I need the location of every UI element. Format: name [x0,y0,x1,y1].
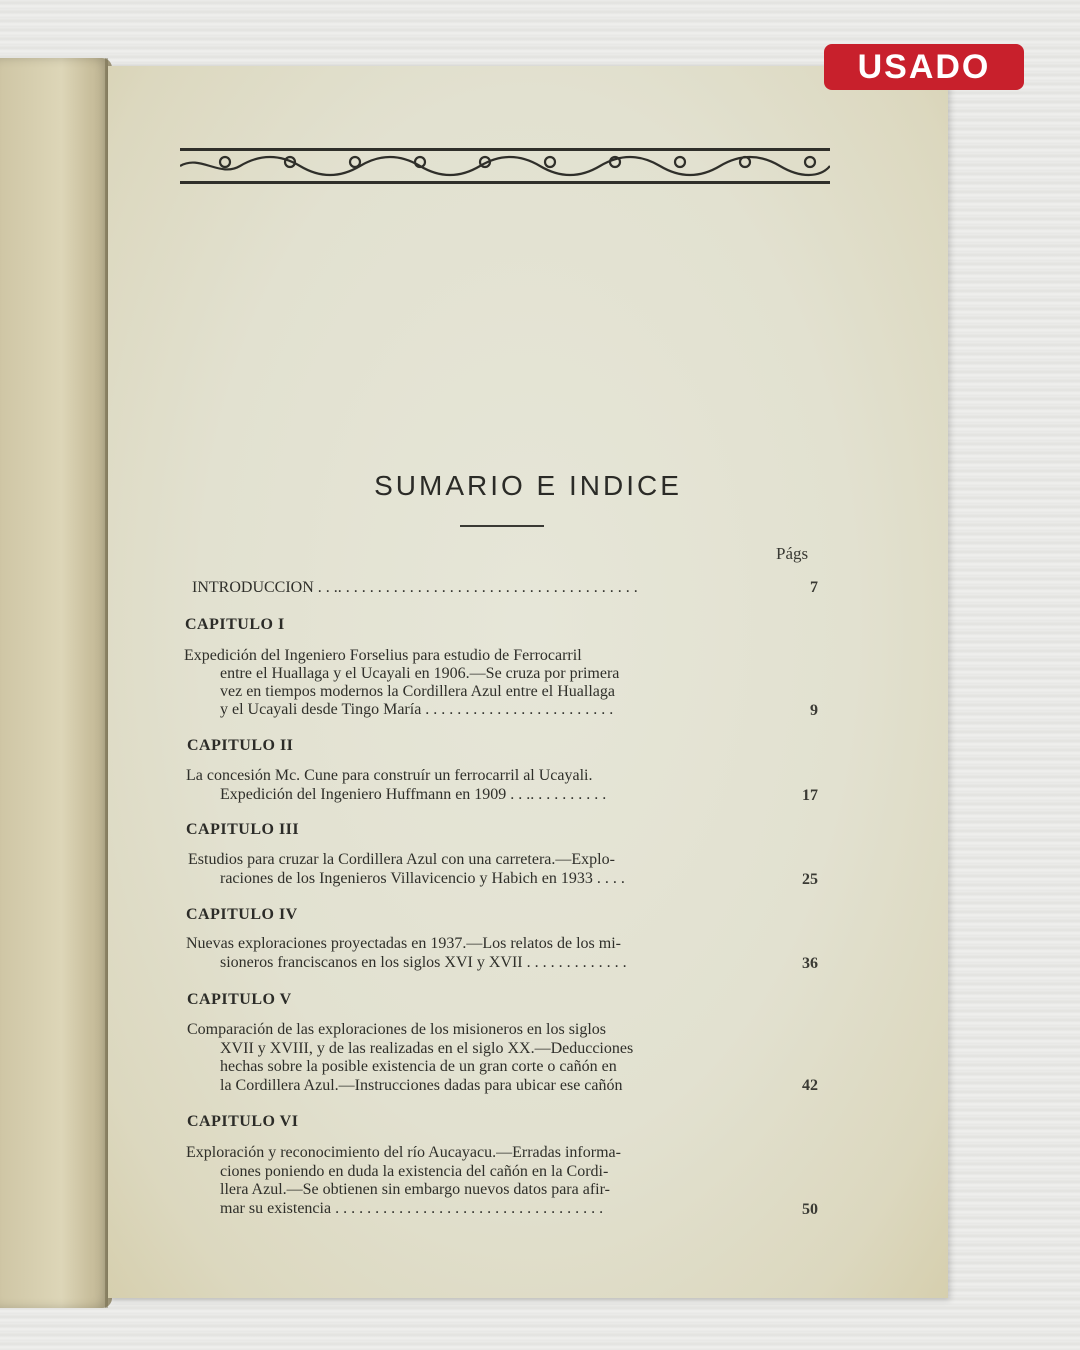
chapter-summary-line: y el Ucayali desde Tingo María [220,701,422,718]
chapter-heading: CAPITULO VI [187,1113,299,1130]
chapter-summary-line: XVII y XVIII, y de las realizadas en el siglo XX.—Deducciones [220,1040,634,1057]
chapter-heading: CAPITULO II [187,737,294,754]
chapter-heading: CAPITULO I [185,616,285,633]
pages-column-label: Págs [776,544,809,563]
toc-intro-page: 7 [810,579,818,596]
chapter-summary-line: vez en tiempos modernos la Cordillera Azul entre el Huallaga [220,683,615,700]
chapter-summary-line: entre el Huallaga y el Ucayali en 1906.—Se cruza por primera [220,665,620,682]
chapter-summary-line: Comparación de las exploraciones de los misioneros en los siglos [187,1021,607,1038]
chapter-heading: CAPITULO IV [186,906,298,923]
title-underline [460,525,544,527]
chapter-summary-line: Nuevas exploraciones proyectadas en 1937.—Los relatos de los mi- [186,935,621,952]
chapter-summary-line: Estudios para cruzar la Cordillera Azul con una carretera.—Explo- [188,851,615,868]
chapter-page-number: 50 [802,1201,818,1218]
toc-intro-entry [192,578,762,597]
condition-badge: USADO [824,44,1024,90]
chapter-summary-line: Expedición del Ingeniero Huffmann en 1909 [220,786,507,803]
chapter-summary-line-with-leader [220,700,762,719]
chapter-page-number: 17 [802,787,818,804]
chapter-summary-line-with-leader [220,953,762,972]
chapter-summary-line: raciones de los Ingenieros Villavicencio y Habich en 1933 [220,870,593,887]
chapter-summary-line-with-leader [220,785,762,804]
decorative-border-ornament [180,148,830,184]
chapter-summary-line: hechas sobre la posible existencia de un gran corte o cañón en [220,1058,617,1075]
leader-dots: . . . . . . . . . . . . . . . . . . . . . . . . [425,701,614,718]
chapter-summary-line: Expedición del Ingeniero Forselius para estudio de Ferrocarril [184,647,582,664]
book-page [108,66,948,1298]
toc-intro-label: INTRODUCCION [192,579,314,596]
chapter-summary-line: llera Azul.—Se obtienen sin embargo nuevos datos para afir- [220,1181,610,1198]
chapter-summary-line-with-leader [220,1199,762,1218]
leader-dots: . . . . . . . . . . . . . [526,954,627,971]
leader-dots: . . . . [596,870,625,887]
leader-dots: . . .. . . . . . . . . . . . . . . . . . . . . . . . . . . . . . . . . . . . . . [317,579,638,596]
chapter-page-number: 25 [802,871,818,888]
chapter-page-number: 42 [802,1077,818,1094]
leader-dots: . . .. . . . . . . . . . [510,786,607,803]
facing-page-edge [0,58,112,1308]
chapter-summary-line: ciones poniendo en duda la existencia del cañón en la Cordi- [220,1163,609,1180]
chapter-summary-line: La concesión Mc. Cune para construír un ferrocarril al Ucayali. [186,767,593,784]
chapter-page-number: 36 [802,955,818,972]
chapter-heading: CAPITULO III [186,821,300,838]
chapter-page-number: 9 [810,702,818,719]
chapter-summary-line: la Cordillera Azul.—Instrucciones dadas para ubicar ese cañón [220,1077,623,1094]
chapter-summary-line: Exploración y reconocimiento del río Aucayacu.—Erradas informa- [186,1144,621,1161]
chapter-summary-line: sioneros franciscanos en los siglos XVI y XVII [220,954,523,971]
leader-dots: . . . . . . . . . . . . . . . . . . . . . . . . . . . . . . . . . . [335,1200,604,1217]
page-title: SUMARIO E INDICE [374,470,682,501]
chapter-summary-line-with-leader [220,869,762,888]
chapter-heading: CAPITULO V [187,991,292,1008]
chapter-summary-line: mar su existencia [220,1200,332,1217]
